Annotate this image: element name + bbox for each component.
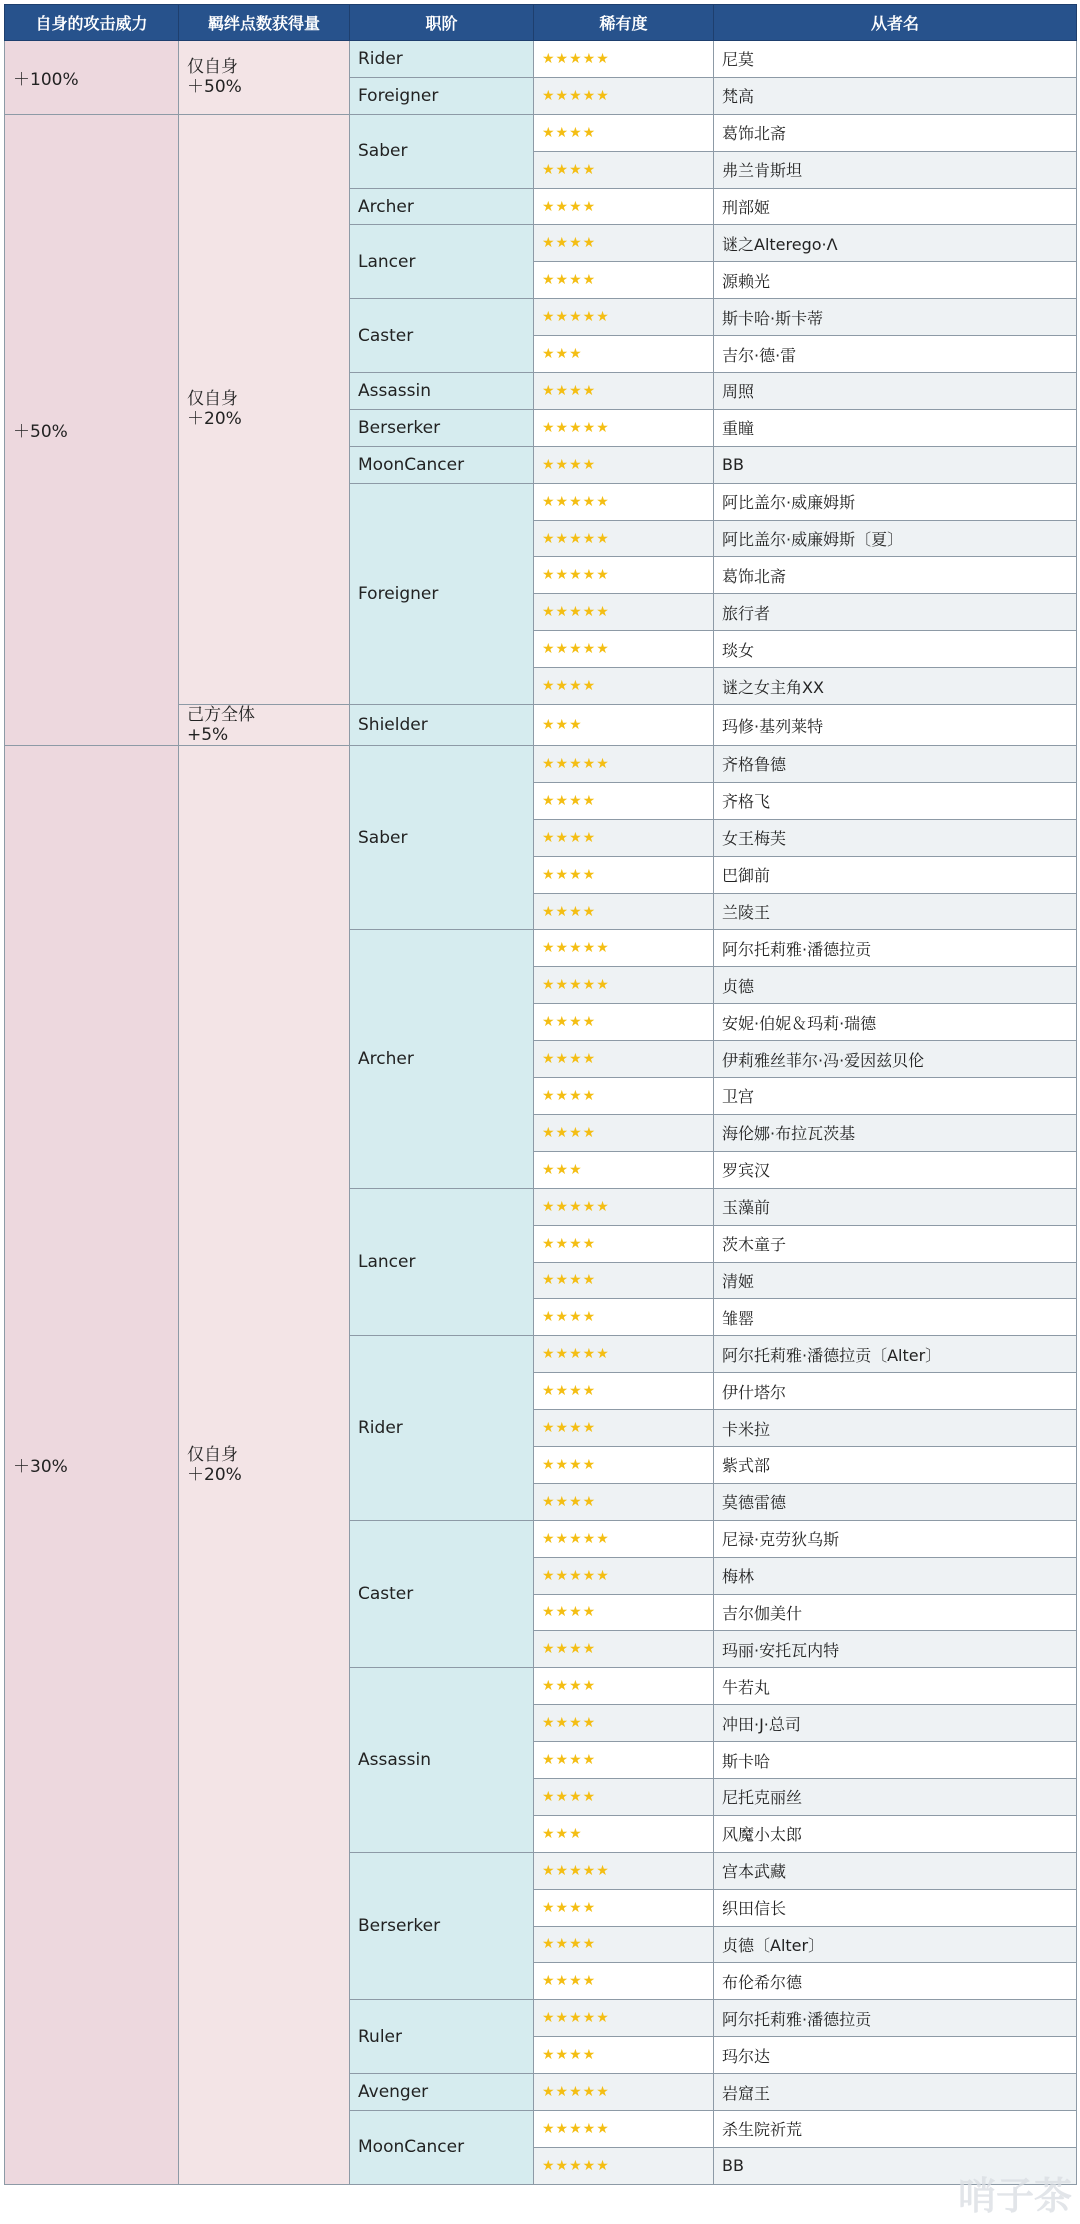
- rarity-stars: ★★★★★: [534, 1520, 714, 1557]
- rarity-stars: ★★★★★: [534, 483, 714, 520]
- rarity-stars: ★★★★: [534, 1373, 714, 1410]
- bond-points-line: 己方全体: [187, 705, 255, 726]
- bond-points-line: +5%: [187, 725, 229, 746]
- class-cell: Saber: [350, 114, 534, 188]
- rarity-stars: ★★★★★: [534, 2074, 714, 2111]
- class-cell: Ruler: [350, 2000, 534, 2074]
- servant-name: 玛尔达: [714, 2037, 1077, 2074]
- servant-name: 吉尔·德·雷: [714, 336, 1077, 373]
- servant-name: 茨木童子: [714, 1225, 1077, 1262]
- rarity-stars: ★★★★: [534, 1594, 714, 1631]
- header-attack-power: 自身的攻击威力: [5, 5, 179, 41]
- servant-name: 伊什塔尔: [714, 1373, 1077, 1410]
- servant-name: 兰陵王: [714, 893, 1077, 930]
- class-cell: Foreigner: [350, 483, 534, 704]
- servant-name: 谜之Alterego·Λ: [714, 225, 1077, 262]
- attack-power-cell: ＋30%: [5, 746, 179, 2185]
- servant-name: 岩窟王: [714, 2074, 1077, 2111]
- header-rarity: 稀有度: [534, 5, 714, 41]
- servant-name: BB: [714, 2147, 1077, 2184]
- bond-points-line: 仅自身: [187, 57, 238, 78]
- attack-power-cell: ＋100%: [5, 41, 179, 115]
- servant-name: 重瞳: [714, 409, 1077, 446]
- class-cell: Rider: [350, 1336, 534, 1520]
- rarity-stars: ★★★★★: [534, 557, 714, 594]
- table-row: [5, 746, 1077, 783]
- rarity-stars: ★★★★: [534, 1410, 714, 1447]
- rarity-stars: ★★★★: [534, 1114, 714, 1151]
- servant-name: 齐格鲁德: [714, 746, 1077, 783]
- servant-name: 冲田·J·总司: [714, 1705, 1077, 1742]
- rarity-stars: ★★★★★: [534, 1336, 714, 1373]
- rarity-stars: ★★★★: [534, 1078, 714, 1115]
- rarity-stars: ★★★★: [534, 893, 714, 930]
- servant-name: 贞德: [714, 967, 1077, 1004]
- rarity-stars: ★★★★: [534, 1225, 714, 1262]
- watermark-logo: 哨子茶: [957, 2174, 1072, 2218]
- bond-points-line: 仅自身: [187, 1444, 238, 1465]
- servant-name: 紫式部: [714, 1446, 1077, 1483]
- servant-name: 织田信长: [714, 1889, 1077, 1926]
- rarity-stars: ★★★★: [534, 1631, 714, 1668]
- servant-name: 牛若丸: [714, 1668, 1077, 1705]
- class-cell: Shielder: [350, 705, 534, 746]
- servant-name: 齐格飞: [714, 782, 1077, 819]
- rarity-stars: ★★★★★: [534, 1188, 714, 1225]
- rarity-stars: ★★★: [534, 1151, 714, 1188]
- rarity-stars: ★★★★: [534, 1742, 714, 1779]
- servant-name: 尼莫: [714, 41, 1077, 78]
- servant-bonus-table: [4, 4, 1077, 2185]
- class-cell: Avenger: [350, 2074, 534, 2111]
- bond-points-cell: [179, 41, 350, 115]
- class-cell: MoonCancer: [350, 2110, 534, 2184]
- rarity-stars: ★★★★: [534, 446, 714, 483]
- table-row: [5, 114, 1077, 151]
- servant-name: 阿比盖尔·威廉姆斯: [714, 483, 1077, 520]
- servant-name: 阿比盖尔·威廉姆斯〔夏〕: [714, 520, 1077, 557]
- rarity-stars: ★★★★★: [534, 2000, 714, 2037]
- servant-name: 弗兰肯斯坦: [714, 151, 1077, 188]
- rarity-stars: ★★★★: [534, 1926, 714, 1963]
- class-cell: Archer: [350, 188, 534, 225]
- rarity-stars: ★★★★★: [534, 2110, 714, 2147]
- class-cell: Berserker: [350, 1852, 534, 2000]
- servant-name: 谜之女主角XX: [714, 668, 1077, 705]
- class-cell: Saber: [350, 746, 534, 930]
- bond-points-line: ＋50%: [187, 77, 242, 98]
- servant-name: 贞德〔Alter〕: [714, 1926, 1077, 1963]
- class-cell: Berserker: [350, 409, 534, 446]
- rarity-stars: ★★★★: [534, 373, 714, 410]
- class-cell: MoonCancer: [350, 446, 534, 483]
- servant-name: 布伦希尔德: [714, 1963, 1077, 2000]
- rarity-stars: ★★★★★: [534, 1852, 714, 1889]
- bond-points-cell: [179, 114, 350, 704]
- servant-name: 葛饰北斋: [714, 557, 1077, 594]
- servant-name: 葛饰北斋: [714, 114, 1077, 151]
- bond-points-line: 仅自身: [187, 389, 238, 410]
- servant-name: 玉藻前: [714, 1188, 1077, 1225]
- rarity-stars: ★★★★: [534, 1778, 714, 1815]
- rarity-stars: ★★★★: [534, 188, 714, 225]
- class-cell: Lancer: [350, 1188, 534, 1336]
- rarity-stars: ★★★★: [534, 819, 714, 856]
- servant-name: 卫宫: [714, 1078, 1077, 1115]
- bond-points-cell: [179, 705, 350, 746]
- servant-name: 旅行者: [714, 594, 1077, 631]
- servant-name: 尼禄·克劳狄乌斯: [714, 1520, 1077, 1557]
- rarity-stars: ★★★★★: [534, 299, 714, 336]
- rarity-stars: ★★★★★: [534, 746, 714, 783]
- servant-name: 尼托克丽丝: [714, 1778, 1077, 1815]
- servant-name: 杀生院祈荒: [714, 2110, 1077, 2147]
- rarity-stars: ★★★★★: [534, 409, 714, 446]
- rarity-stars: ★★★★: [534, 1889, 714, 1926]
- servant-name: 海伦娜·布拉瓦茨基: [714, 1114, 1077, 1151]
- servant-name: 刑部姬: [714, 188, 1077, 225]
- class-cell: Caster: [350, 299, 534, 373]
- rarity-stars: ★★★★★: [534, 631, 714, 668]
- servant-name: 阿尔托莉雅·潘德拉贡: [714, 2000, 1077, 2037]
- rarity-stars: ★★★★: [534, 1041, 714, 1078]
- servant-name: 罗宾汉: [714, 1151, 1077, 1188]
- rarity-stars: ★★★★★: [534, 2147, 714, 2184]
- rarity-stars: ★★★★: [534, 1299, 714, 1336]
- rarity-stars: ★★★★: [534, 1963, 714, 2000]
- attack-power-cell: ＋50%: [5, 114, 179, 745]
- servant-name: 梵高: [714, 77, 1077, 114]
- servant-name: 梅林: [714, 1557, 1077, 1594]
- rarity-stars: ★★★★: [534, 151, 714, 188]
- class-cell: Assassin: [350, 1668, 534, 1852]
- rarity-stars: ★★★★★: [534, 77, 714, 114]
- servant-name: BB: [714, 446, 1077, 483]
- class-cell: Assassin: [350, 373, 534, 410]
- servant-name: 风魔小太郎: [714, 1815, 1077, 1852]
- header-row: [5, 5, 1077, 41]
- servant-name: 女王梅芙: [714, 819, 1077, 856]
- rarity-stars: ★★★★★: [534, 520, 714, 557]
- rarity-stars: ★★★★: [534, 114, 714, 151]
- servant-name: 斯卡哈·斯卡蒂: [714, 299, 1077, 336]
- rarity-stars: ★★★★: [534, 856, 714, 893]
- rarity-stars: ★★★★★: [534, 41, 714, 78]
- rarity-stars: ★★★: [534, 1815, 714, 1852]
- rarity-stars: ★★★★★: [534, 930, 714, 967]
- rarity-stars: ★★★★: [534, 1705, 714, 1742]
- servant-name: 周照: [714, 373, 1077, 410]
- servant-name: 巴御前: [714, 856, 1077, 893]
- header-bond-points: 羁绊点数获得量: [179, 5, 350, 41]
- servant-name: 斯卡哈: [714, 1742, 1077, 1779]
- bond-points-line: ＋20%: [187, 1464, 242, 1485]
- class-cell: Rider: [350, 41, 534, 78]
- servant-name: 雏罂: [714, 1299, 1077, 1336]
- header-servant-name: 从者名: [714, 5, 1077, 41]
- servant-name: 清姬: [714, 1262, 1077, 1299]
- rarity-stars: ★★★★: [534, 668, 714, 705]
- rarity-stars: ★★★★: [534, 1004, 714, 1041]
- rarity-stars: ★★★★★: [534, 967, 714, 1004]
- rarity-stars: ★★★★★: [534, 1557, 714, 1594]
- bond-points-line: ＋20%: [187, 409, 242, 430]
- servant-name: 玛丽·安托瓦内特: [714, 1631, 1077, 1668]
- servant-name: 莫德雷德: [714, 1483, 1077, 1520]
- servant-name: 源赖光: [714, 262, 1077, 299]
- rarity-stars: ★★★★: [534, 1446, 714, 1483]
- class-cell: Foreigner: [350, 77, 534, 114]
- rarity-stars: ★★★★: [534, 262, 714, 299]
- class-cell: Archer: [350, 930, 534, 1188]
- rarity-stars: ★★★★: [534, 2037, 714, 2074]
- servant-name: 安妮·伯妮＆玛莉·瑞德: [714, 1004, 1077, 1041]
- servant-name: 吉尔伽美什: [714, 1594, 1077, 1631]
- header-class: 职阶: [350, 5, 534, 41]
- servant-name: 宫本武藏: [714, 1852, 1077, 1889]
- servant-name: 卡米拉: [714, 1410, 1077, 1447]
- class-cell: Lancer: [350, 225, 534, 299]
- servant-name: 阿尔托莉雅·潘德拉贡: [714, 930, 1077, 967]
- rarity-stars: ★★★: [534, 705, 714, 746]
- rarity-stars: ★★★★★: [534, 594, 714, 631]
- rarity-stars: ★★★★: [534, 1668, 714, 1705]
- servant-name: 玛修·基列莱特: [714, 705, 1077, 746]
- table-row: [5, 41, 1077, 78]
- bond-points-cell: [179, 746, 350, 2185]
- rarity-stars: ★★★: [534, 336, 714, 373]
- servant-name: 琰女: [714, 631, 1077, 668]
- rarity-stars: ★★★★: [534, 782, 714, 819]
- rarity-stars: ★★★★: [534, 225, 714, 262]
- table-body: [5, 41, 1077, 2185]
- servant-name: 伊莉雅丝菲尔·冯·爱因兹贝伦: [714, 1041, 1077, 1078]
- rarity-stars: ★★★★: [534, 1483, 714, 1520]
- rarity-stars: ★★★★: [534, 1262, 714, 1299]
- servant-name: 阿尔托莉雅·潘德拉贡〔Alter〕: [714, 1336, 1077, 1373]
- class-cell: Caster: [350, 1520, 534, 1668]
